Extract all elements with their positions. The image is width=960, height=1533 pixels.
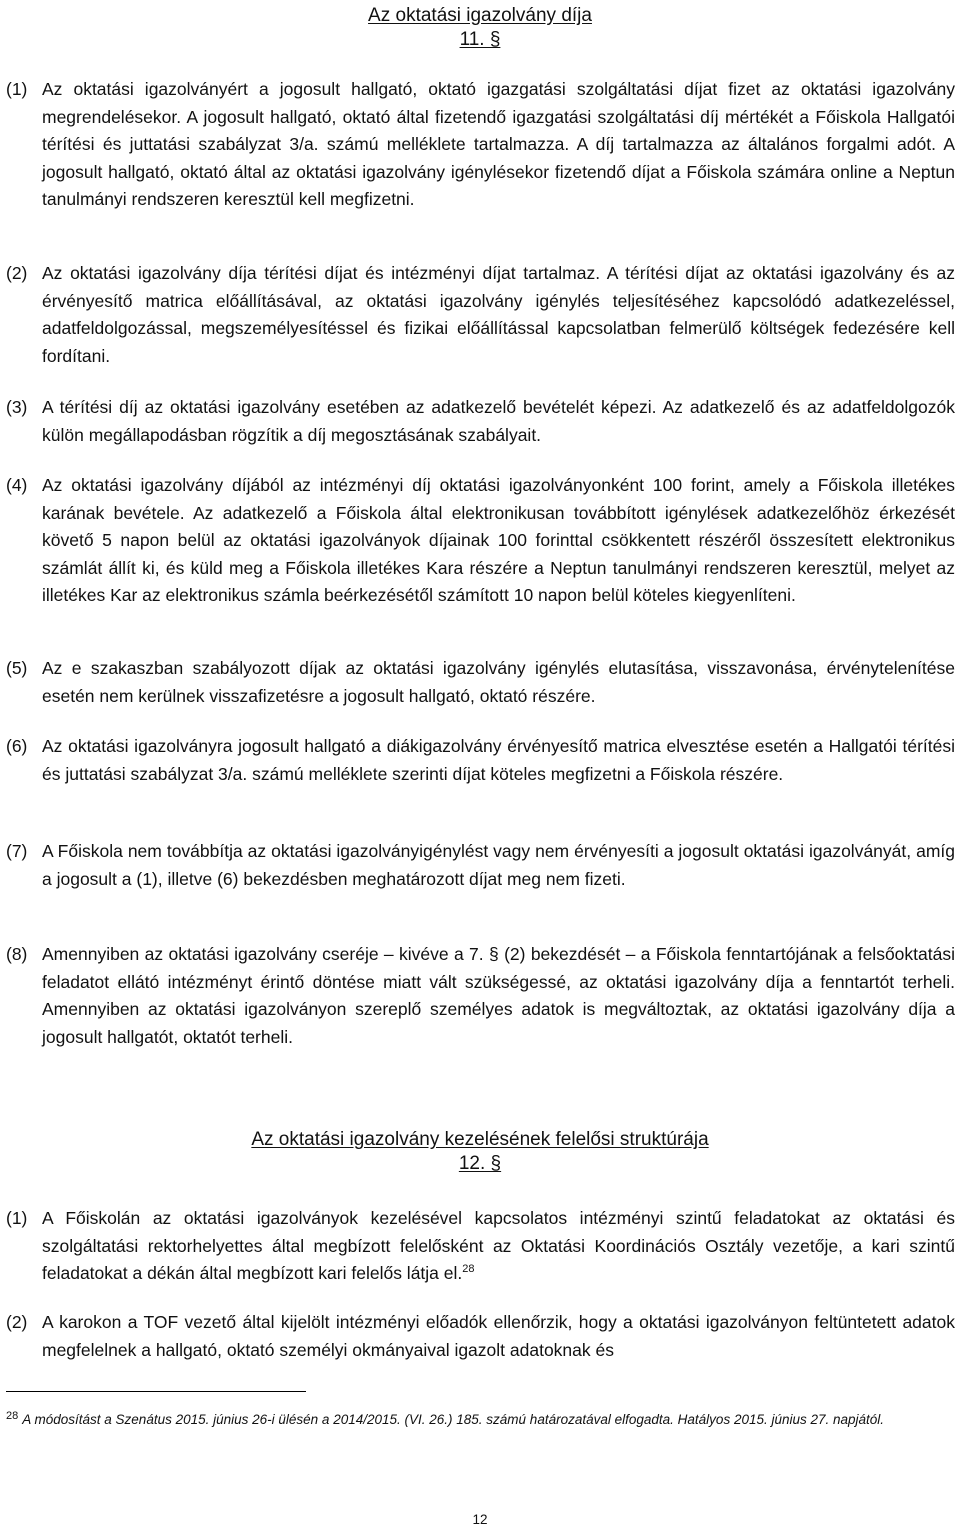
paragraph-number: (2) bbox=[6, 1312, 28, 1332]
paragraph bbox=[6, 655, 955, 710]
paragraph-text-wrap bbox=[42, 1205, 955, 1288]
paragraph-number: (5) bbox=[6, 658, 28, 678]
paragraph-text: A Főiskolán az oktatási igazolványok kezelésével kapcsolatos intézményi szintű feladatokat az oktatási és szolgáltatási rektorhelyettes által megbízott felelősként az Oktatási Koordinációs Osztály vezetője, a kari szintű feladatokat a dékán által megbízott kari felelős látja el. bbox=[42, 1208, 955, 1284]
paragraph bbox=[6, 76, 955, 214]
paragraph bbox=[6, 733, 955, 788]
paragraph-number: (1) bbox=[6, 79, 28, 99]
paragraph-number: (2) bbox=[6, 263, 28, 283]
paragraph-text: Az oktatási igazolvány díjából az intézményi díj oktatási igazolványonként 100 forint, amely a Főiskola illetékes karának bevétele. Az adatkezelő a Főiskola által elektronikusan továbbított igénylések adatkezelőhöz érkezését követő 5 napon belül az oktatási igazolványok díjainak 100 forinttal csökkentett részéről összesített elektronikus számlát állít ki, és küld meg a Főiskola illetékes Kara részére a Neptun tanulmányi rendszeren keresztül, melyet az illetékes Kar az elektronikus számla beérkezésétől számított 10 napon belül köteles kiegyenlíteni. bbox=[42, 475, 955, 606]
section-11-heading bbox=[0, 4, 960, 52]
paragraph bbox=[6, 472, 955, 610]
paragraph-number: (3) bbox=[6, 397, 28, 417]
page-number: 12 bbox=[472, 1512, 488, 1527]
paragraph-number: (1) bbox=[6, 1208, 28, 1228]
paragraph-text: Amennyiben az oktatási igazolvány cseréje – kivéve a 7. § (2) bekezdését – a Főiskola fenntartójának a felsőoktatási feladatot ellátó intézményt érintő döntése miatt vált szükségessé, az oktatási igazolvány díja a fenntartót terheli. Amennyiben az oktatási igazolványon szereplő személyes adatok is megváltoztak, az oktatási igazolvány díja a jogosult hallgatót, oktatót terheli. bbox=[42, 944, 955, 1047]
paragraph-text: Az oktatási igazolvány díja térítési díjat és intézményi díjat tartalmaz. A térítési díjat az oktatási igazolvány és az érvényesítő matrica előállításával, az oktatási igazolvány igénylés teljesítéséhez kapcsolódó adatkezeléssel, adatfeldolgozással, megszemélyesítéssel és fizikai előállítással kapcsolatban felmerülő költségek fedezésére kell fordítani. bbox=[42, 263, 955, 366]
footnote-text: A módosítást a Szenátus 2015. június 26-i ülésén a 2014/2015. (VI. 26.) 185. számú határozatával elfogadta. Hatályos 2015. június 27. napjától. bbox=[22, 1412, 885, 1427]
paragraph-number: (7) bbox=[6, 841, 28, 861]
paragraph bbox=[6, 394, 955, 449]
section-title: Az oktatási igazolvány díja bbox=[368, 5, 592, 26]
section-number: 12. § bbox=[458, 1153, 502, 1174]
paragraph-number: (8) bbox=[6, 944, 28, 964]
paragraph bbox=[6, 838, 955, 893]
paragraph bbox=[6, 1205, 955, 1288]
paragraph-text: Az oktatási igazolványért a jogosult hallgató, oktató igazgatási szolgáltatási díjat fizet az oktatási igazolvány megrendelésekor. A jogosult hallgató, oktató által fizetendő igazgatási szolgáltatási díj mértékét a Főiskola Hallgatói térítési és juttatási szabályzat 3/a. számú melléklete tartalmazza. A díj tartalmazza az általános forgalmi adót. A jogosult hallgató, oktató által az oktatási igazolvány igénylésekor fizetendő díjat a Főiskola számára online a Neptun tanulmányi rendszeren keresztül kell megfizetni. bbox=[42, 79, 955, 210]
paragraph-number: (4) bbox=[6, 475, 28, 495]
footnote-divider bbox=[6, 1391, 306, 1392]
paragraph-text: A karokon a TOF vezető által kijelölt intézményi előadók ellenőrzik, hogy a oktatási igazolványon feltüntetett adatok megfelelnek a hallgató, oktató személyi okmányaival igazolt adatoknak és bbox=[42, 1312, 955, 1360]
paragraph-text: A térítési díj az oktatási igazolvány esetében az adatkezelő bevételét képezi. Az adatkezelő és az adatfeldolgozók külön megállapodásban rögzítik a díj megosztásának szabályait. bbox=[42, 397, 955, 445]
section-number: 11. § bbox=[459, 29, 501, 50]
section-title: Az oktatási igazolvány kezelésének felelősi struktúrája bbox=[251, 1129, 709, 1150]
footnote bbox=[6, 1404, 956, 1432]
paragraph-number: (6) bbox=[6, 736, 28, 756]
footnote-reference[interactable]: 28 bbox=[462, 1263, 475, 1276]
paragraph-text: A Főiskola nem továbbítja az oktatási igazolványigénylést vagy nem érvényesíti a jogosult oktatási igazolványát, amíg a jogosult a (1), illetve (6) bekezdésben meghatározott díjat meg nem fizeti. bbox=[42, 841, 955, 889]
paragraph bbox=[6, 941, 955, 1051]
paragraph-text: Az oktatási igazolványra jogosult hallgató a diákigazolvány érvényesítő matrica elvesztése esetén a Hallgatói térítési és juttatási szabályzat 3/a. számú melléklete szerinti díjat köteles megfizetni a Főiskola részére. bbox=[42, 736, 955, 784]
footnote-mark: 28 bbox=[6, 1410, 19, 1422]
section-12-heading bbox=[0, 1128, 960, 1176]
paragraph bbox=[6, 260, 955, 370]
paragraph bbox=[6, 1309, 955, 1364]
paragraph-text: Az e szakaszban szabályozott díjak az oktatási igazolvány igénylés elutasítása, visszavonása, érvénytelenítése esetén nem kerülnek visszafizetésre a jogosult hallgató, oktató részére. bbox=[42, 658, 955, 706]
